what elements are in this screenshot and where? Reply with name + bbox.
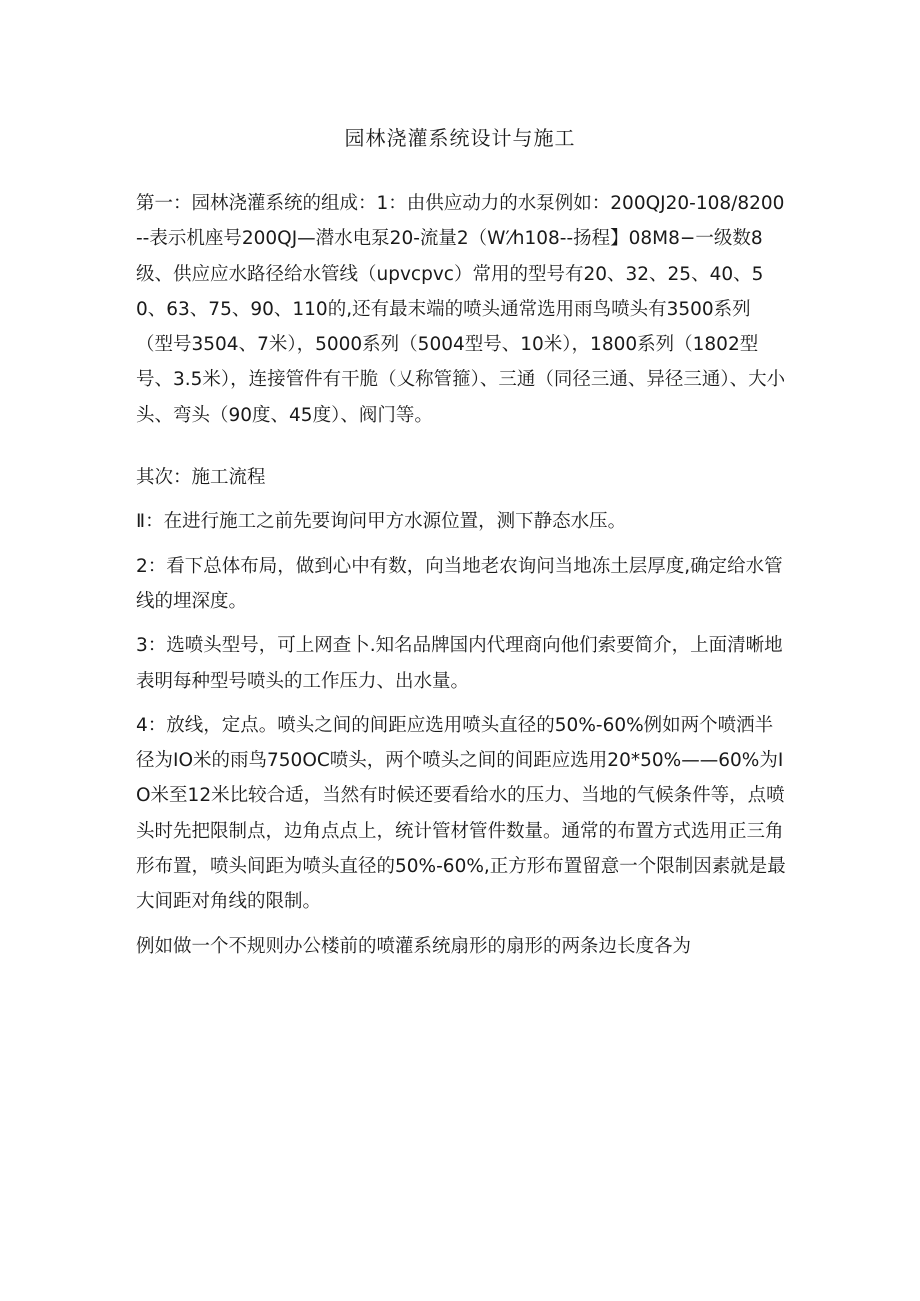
step-1-paragraph: Ⅱ：在进行施工之前先要询问甲方水源位置，测下静态水压。 xyxy=(136,511,627,533)
step-3-paragraph: 3：选喷头型号，可上网查卜.知名品牌国内代理商向他们索要简介，上面清晰地表明每种型号喷头的工作压力、出水量。 xyxy=(136,635,783,692)
document-title: 园林浇灌系统设计与施工 xyxy=(344,126,576,150)
example-paragraph: 例如做一个不规则办公楼前的喷灌系统扇形的扇形的两条边长度各为 xyxy=(136,935,692,957)
paragraph-composition: 第一：园林浇灌系统的组成：1：由供应动力的水泵例如：200QJ20-108/8200--表示机座号200QJ—潜水电泵20-流量2（W′⁄h108--扬程】08M8−一级数8级、供应应水路径给水管线（upvcpvc）常用的型号有20、32、25、40、50、63、75、90、110的,还有最末端的喷头通常选用雨鸟喷头有3500系列（型号3504、7米），5000系列（5004型号、10米），1800系列（1802型号、3.5米），连接管件有干脆（乂称管箍）、三通（同径三通、异径三通）、大小头、弯头（90度、45度）、阀门等。 xyxy=(136,193,786,426)
step-2-paragraph: 2：看下总体布局，做到心中有数，向当地老农询问当地冻土层厚度,确定给水管线的埋深度。 xyxy=(136,555,783,612)
document-body xyxy=(136,186,786,964)
step-4-paragraph: 4：放线，定点。喷头之间的间距应选用喷头直径的50%-60%例如两个喷洒半径为IO米的雨鸟750OC喷头，两个喷头之间的间距应选用20*50%——60%为IO米至12米比较合适，当然有时候还要看给水的压力、当地的气候条件等，点喷头时先把限制点，边角点点上，统计管材管件数量。通常的布置方式选用正三角形布置，喷头间距为喷头直径的50%-60%,正方形布置留意一个限制因素就是最大间距对角线的限制。 xyxy=(136,714,786,913)
section-heading-construction-process: 其次：施工流程 xyxy=(136,467,266,489)
